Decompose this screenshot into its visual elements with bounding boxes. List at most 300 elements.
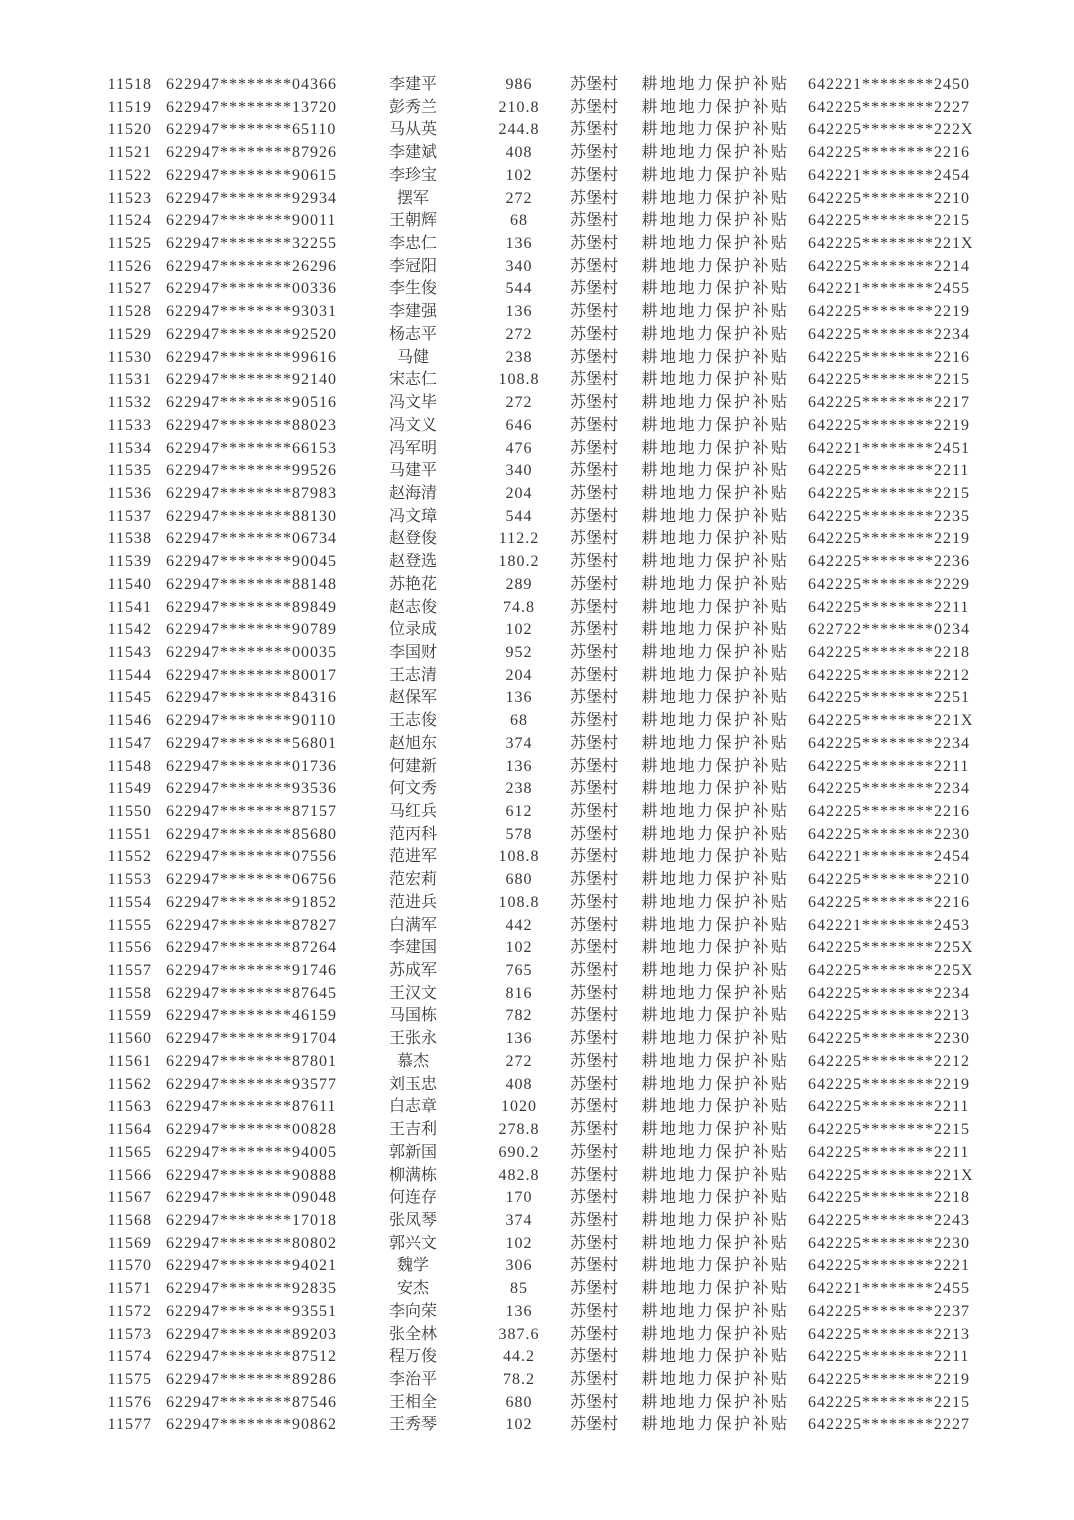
subsidy-type: 耕地地力保护补贴	[641, 1325, 790, 1343]
subsidy-amount: 476	[505, 439, 533, 457]
masked-id-number: 622947********87157	[166, 803, 337, 820]
subsidy-type: 耕地地力保护补贴	[641, 1234, 790, 1252]
subsidy-type: 耕地地力保护补贴	[641, 189, 790, 207]
subsidy-amount: 272	[505, 189, 533, 207]
row-number: 11552	[107, 848, 152, 866]
subsidy-type: 耕地地力保护补贴	[641, 280, 790, 298]
subsidy-amount: 102	[505, 939, 533, 957]
masked-id-number: 622947********90862	[166, 1416, 337, 1434]
person-name: 马国栋	[388, 1007, 437, 1025]
masked-id-number: 622947********84316	[166, 689, 337, 707]
row-number: 11539	[107, 553, 152, 571]
subsidy-type: 耕地地力保护补贴	[641, 1370, 790, 1388]
masked-account-number: 642225********221X	[808, 1166, 974, 1184]
subsidy-type: 耕地地力保护补贴	[641, 98, 790, 116]
table-row	[104, 438, 974, 461]
subsidy-type: 耕地地力保护补贴	[641, 553, 790, 571]
village-name: 苏堡村	[569, 871, 618, 889]
table-row	[104, 1278, 974, 1301]
masked-account-number: 622722********0234	[808, 621, 970, 639]
subsidy-type: 耕地地力保护补贴	[641, 1121, 790, 1139]
person-name: 李忠仁	[388, 235, 437, 253]
subsidy-type: 耕地地力保护补贴	[641, 416, 790, 434]
subsidy-amount: 210.8	[498, 98, 540, 116]
subsidy-amount: 306	[505, 1257, 533, 1275]
table-row	[104, 869, 974, 892]
subsidy-amount: 108.8	[498, 893, 540, 911]
masked-account-number: 642225********2230	[808, 825, 970, 843]
masked-id-number: 622947********93536	[166, 780, 337, 798]
subsidy-amount: 544	[505, 280, 533, 298]
table-row	[104, 1369, 974, 1392]
village-name: 苏堡村	[569, 121, 618, 139]
masked-id-number: 622947********32255	[166, 235, 337, 253]
person-name: 冯军明	[388, 439, 437, 457]
village-name: 苏堡村	[569, 144, 618, 162]
masked-account-number: 642221********2450	[808, 76, 970, 93]
person-name: 何建新	[388, 757, 437, 775]
masked-id-number: 622947********89203	[166, 1325, 337, 1343]
village-name: 苏堡村	[569, 348, 618, 366]
masked-account-number: 642225********2216	[808, 893, 970, 911]
masked-id-number: 622947********91852	[166, 893, 337, 911]
person-name: 郭兴文	[388, 1234, 437, 1252]
subsidy-amount: 204	[505, 666, 533, 684]
subsidy-type: 耕地地力保护补贴	[641, 939, 790, 957]
subsidy-amount: 136	[505, 1302, 533, 1320]
masked-id-number: 622947********85680	[166, 825, 337, 843]
table-row	[104, 665, 974, 688]
subsidy-amount: 204	[505, 484, 533, 502]
row-number: 11527	[107, 280, 152, 298]
person-name: 马从英	[388, 121, 437, 139]
masked-id-number: 622947********90516	[166, 394, 337, 412]
masked-id-number: 622947********90045	[166, 553, 337, 571]
subsidy-type: 耕地地力保护补贴	[641, 1211, 790, 1229]
person-name: 冯文璋	[388, 507, 437, 525]
row-number: 11575	[107, 1370, 152, 1388]
subsidy-amount: 1020	[501, 1098, 537, 1116]
person-name: 何文秀	[388, 780, 437, 798]
subsidy-amount: 408	[505, 144, 533, 162]
person-name: 赵登选	[388, 553, 437, 571]
table-row	[104, 165, 974, 188]
person-name: 马红兵	[388, 803, 437, 820]
subsidy-amount: 44.2	[503, 1348, 535, 1366]
village-name: 苏堡村	[569, 1348, 618, 1366]
subsidy-amount: 646	[505, 416, 533, 434]
person-name: 李国财	[388, 643, 437, 661]
subsidy-amount: 952	[505, 643, 533, 661]
row-number: 11524	[107, 212, 152, 230]
masked-id-number: 622947********87926	[166, 144, 337, 162]
table-row	[104, 687, 974, 710]
row-number: 11525	[107, 235, 152, 253]
masked-account-number: 642225********225X	[808, 939, 974, 957]
subsidy-type: 耕地地力保护补贴	[641, 1348, 790, 1366]
village-name: 苏堡村	[569, 462, 618, 480]
row-number: 11557	[107, 962, 152, 980]
village-name: 苏堡村	[569, 1121, 618, 1139]
masked-id-number: 622947********87512	[166, 1348, 337, 1366]
table-row	[104, 824, 974, 847]
row-number: 11530	[107, 348, 152, 366]
row-number: 11543	[107, 643, 152, 661]
table-row	[104, 119, 974, 142]
person-name: 李向荣	[388, 1302, 437, 1320]
masked-id-number: 622947********06734	[166, 530, 337, 548]
subsidy-amount: 680	[505, 871, 533, 889]
person-name: 魏学	[396, 1257, 429, 1275]
masked-id-number: 622947********92835	[166, 1280, 337, 1298]
person-name: 赵登俊	[388, 530, 437, 548]
village-name: 苏堡村	[569, 1211, 618, 1229]
table-row	[104, 506, 974, 529]
village-name: 苏堡村	[569, 757, 618, 775]
table-row	[104, 1233, 974, 1256]
subsidy-amount: 136	[505, 235, 533, 253]
masked-account-number: 642221********2455	[808, 280, 970, 298]
person-name: 苏艳花	[388, 575, 437, 593]
village-name: 苏堡村	[569, 1052, 618, 1070]
masked-account-number: 642225********2236	[808, 553, 970, 571]
row-number: 11555	[107, 916, 152, 934]
subsidy-type: 耕地地力保护补贴	[641, 1143, 790, 1161]
table-row	[104, 97, 974, 120]
masked-account-number: 642225********2230	[808, 1030, 970, 1048]
table-row	[104, 74, 974, 97]
person-name: 李建平	[388, 76, 437, 93]
subsidy-type: 耕地地力保护补贴	[641, 825, 790, 843]
subsidy-amount: 108.8	[498, 371, 540, 389]
subsidy-type: 耕地地力保护补贴	[641, 507, 790, 525]
masked-account-number: 642225********2211	[808, 1143, 970, 1161]
masked-account-number: 642225********2210	[808, 871, 970, 889]
table-row	[104, 528, 974, 551]
masked-account-number: 642225********221X	[808, 712, 974, 730]
village-name: 苏堡村	[569, 394, 618, 412]
table-row	[104, 233, 974, 256]
masked-id-number: 622947********56801	[166, 734, 337, 752]
table-row	[104, 597, 974, 620]
masked-id-number: 622947********93031	[166, 303, 337, 321]
village-name: 苏堡村	[569, 1257, 618, 1275]
masked-id-number: 622947********88130	[166, 507, 337, 525]
masked-account-number: 642225********2212	[808, 1052, 970, 1070]
subsidy-amount: 68	[510, 212, 528, 230]
village-name: 苏堡村	[569, 1234, 618, 1252]
subsidy-type: 耕地地力保护补贴	[641, 803, 790, 820]
masked-account-number: 642225********225X	[808, 962, 974, 980]
masked-account-number: 642225********2229	[808, 575, 970, 593]
subsidy-type: 耕地地力保护补贴	[641, 462, 790, 480]
subsidy-amount: 544	[505, 507, 533, 525]
table-row	[104, 324, 974, 347]
row-number: 11534	[107, 439, 152, 457]
table-row	[104, 710, 974, 733]
subsidy-type: 耕地地力保护补贴	[641, 257, 790, 275]
masked-id-number: 622947********00336	[166, 280, 337, 298]
subsidy-amount: 136	[505, 757, 533, 775]
masked-account-number: 642225********2211	[808, 757, 970, 775]
masked-id-number: 622947********87983	[166, 484, 337, 502]
village-name: 苏堡村	[569, 1166, 618, 1184]
subsidy-type: 耕地地力保护补贴	[641, 734, 790, 752]
village-name: 苏堡村	[569, 780, 618, 798]
subsidy-type: 耕地地力保护补贴	[641, 1098, 790, 1116]
row-number: 11576	[107, 1393, 152, 1411]
person-name: 柳满栋	[388, 1166, 437, 1184]
masked-id-number: 622947********90789	[166, 621, 337, 639]
masked-id-number: 622947********26296	[166, 257, 337, 275]
village-name: 苏堡村	[569, 280, 618, 298]
row-number: 11538	[107, 530, 152, 548]
village-name: 苏堡村	[569, 575, 618, 593]
table-row	[104, 256, 974, 279]
row-number: 11523	[107, 189, 152, 207]
table-row	[104, 415, 974, 438]
table-row	[104, 1414, 974, 1437]
row-number: 11561	[107, 1052, 152, 1070]
subsidy-amount: 238	[505, 780, 533, 798]
subsidy-type: 耕地地力保护补贴	[641, 1075, 790, 1093]
table-row	[104, 1051, 974, 1074]
table-row	[104, 1119, 974, 1142]
village-name: 苏堡村	[569, 803, 618, 820]
masked-account-number: 642221********2455	[808, 1280, 970, 1298]
person-name: 李生俊	[388, 280, 437, 298]
masked-account-number: 642225********2219	[808, 1370, 970, 1388]
masked-account-number: 642225********2218	[808, 1189, 970, 1207]
subsidy-payment-table	[104, 74, 974, 1437]
subsidy-amount: 108.8	[498, 848, 540, 866]
village-name: 苏堡村	[569, 98, 618, 116]
subsidy-amount: 136	[505, 689, 533, 707]
masked-id-number: 622947********94021	[166, 1257, 337, 1275]
row-number: 11569	[107, 1234, 152, 1252]
subsidy-type: 耕地地力保护补贴	[641, 916, 790, 934]
subsidy-type: 耕地地力保护补贴	[641, 76, 790, 93]
subsidy-amount: 816	[505, 984, 533, 1002]
masked-account-number: 642225********2214	[808, 257, 970, 275]
village-name: 苏堡村	[569, 893, 618, 911]
subsidy-type: 耕地地力保护补贴	[641, 757, 790, 775]
subsidy-type: 耕地地力保护补贴	[641, 712, 790, 730]
person-name: 慕杰	[396, 1052, 429, 1070]
village-name: 苏堡村	[569, 1370, 618, 1388]
village-name: 苏堡村	[569, 712, 618, 730]
subsidy-type: 耕地地力保护补贴	[641, 893, 790, 911]
village-name: 苏堡村	[569, 1393, 618, 1411]
village-name: 苏堡村	[569, 484, 618, 502]
masked-account-number: 642225********2219	[808, 416, 970, 434]
subsidy-amount: 238	[505, 348, 533, 366]
table-row	[104, 960, 974, 983]
table-row	[104, 983, 974, 1006]
row-number: 11519	[107, 98, 152, 116]
row-number: 11547	[107, 734, 152, 752]
person-name: 马建平	[388, 462, 437, 480]
table-row	[104, 188, 974, 211]
row-number: 11553	[107, 871, 152, 889]
person-name: 范进兵	[388, 893, 437, 911]
row-number: 11572	[107, 1302, 152, 1320]
table-row	[104, 892, 974, 915]
subsidy-type: 耕地地力保护补贴	[641, 394, 790, 412]
person-name: 李建强	[388, 303, 437, 321]
table-row	[104, 1324, 974, 1347]
row-number: 11551	[107, 825, 152, 843]
subsidy-amount: 374	[505, 734, 533, 752]
village-name: 苏堡村	[569, 530, 618, 548]
row-number: 11548	[107, 757, 152, 775]
masked-account-number: 642225********2210	[808, 189, 970, 207]
subsidy-type: 耕地地力保护补贴	[641, 1189, 790, 1207]
masked-account-number: 642225********221X	[808, 235, 974, 253]
row-number: 11521	[107, 144, 152, 162]
person-name: 范宏莉	[388, 871, 437, 889]
subsidy-type: 耕地地力保护补贴	[641, 984, 790, 1002]
table-row	[104, 460, 974, 483]
village-name: 苏堡村	[569, 643, 618, 661]
subsidy-amount: 289	[505, 575, 533, 593]
subsidy-type: 耕地地力保护补贴	[641, 621, 790, 639]
subsidy-amount: 986	[505, 76, 533, 93]
subsidy-amount: 68	[510, 712, 528, 730]
row-number: 11558	[107, 984, 152, 1002]
masked-account-number: 642221********2454	[808, 166, 970, 184]
village-name: 苏堡村	[569, 689, 618, 707]
village-name: 苏堡村	[569, 416, 618, 434]
row-number: 11573	[107, 1325, 152, 1343]
masked-id-number: 622947********87801	[166, 1052, 337, 1070]
village-name: 苏堡村	[569, 303, 618, 321]
table-row	[104, 1096, 974, 1119]
row-number: 11564	[107, 1121, 152, 1139]
subsidy-amount: 612	[505, 803, 533, 820]
masked-id-number: 622947********90110	[166, 712, 337, 730]
masked-id-number: 622947********89286	[166, 1370, 337, 1388]
table-row	[104, 142, 974, 165]
subsidy-amount: 85	[510, 1280, 528, 1298]
person-name: 冯文义	[388, 416, 437, 434]
subsidy-type: 耕地地力保护补贴	[641, 166, 790, 184]
subsidy-type: 耕地地力保护补贴	[641, 530, 790, 548]
table-row	[104, 574, 974, 597]
masked-account-number: 642225********2212	[808, 666, 970, 684]
row-number: 11565	[107, 1143, 152, 1161]
masked-account-number: 642225********2215	[808, 1393, 970, 1411]
table-row	[104, 392, 974, 415]
village-name: 苏堡村	[569, 598, 618, 616]
table-row	[104, 369, 974, 392]
masked-id-number: 622947********65110	[166, 121, 337, 139]
masked-account-number: 642225********2216	[808, 144, 970, 162]
person-name: 王张永	[388, 1030, 437, 1048]
row-number: 11571	[107, 1280, 152, 1298]
subsidy-type: 耕地地力保护补贴	[641, 848, 790, 866]
row-number: 11559	[107, 1007, 152, 1025]
row-number: 11567	[107, 1189, 152, 1207]
masked-account-number: 642225********2237	[808, 1302, 970, 1320]
subsidy-amount: 102	[505, 166, 533, 184]
subsidy-amount: 170	[505, 1189, 533, 1207]
village-name: 苏堡村	[569, 939, 618, 957]
row-number: 11562	[107, 1075, 152, 1093]
row-number: 11526	[107, 257, 152, 275]
masked-id-number: 622947********87546	[166, 1393, 337, 1411]
village-name: 苏堡村	[569, 1075, 618, 1093]
person-name: 刘玉忠	[388, 1075, 437, 1093]
masked-id-number: 622947********87827	[166, 916, 337, 934]
masked-id-number: 622947********00035	[166, 643, 337, 661]
masked-account-number: 642225********2230	[808, 1234, 970, 1252]
subsidy-type: 耕地地力保护补贴	[641, 235, 790, 253]
masked-id-number: 622947********00828	[166, 1121, 337, 1139]
person-name: 王汉文	[388, 984, 437, 1002]
masked-account-number: 642225********2211	[808, 462, 970, 480]
masked-account-number: 642225********2234	[808, 780, 970, 798]
person-name: 王相全	[388, 1393, 437, 1411]
masked-id-number: 622947********01736	[166, 757, 337, 775]
person-name: 王志清	[388, 666, 437, 684]
person-name: 范丙科	[388, 825, 437, 843]
table-row	[104, 915, 974, 938]
masked-account-number: 642225********2217	[808, 394, 970, 412]
person-name: 程万俊	[388, 1348, 437, 1366]
masked-id-number: 622947********90011	[166, 212, 337, 230]
person-name: 赵旭东	[388, 734, 437, 752]
subsidy-type: 耕地地力保护补贴	[641, 144, 790, 162]
masked-id-number: 622947********90888	[166, 1166, 337, 1184]
village-name: 苏堡村	[569, 916, 618, 934]
village-name: 苏堡村	[569, 1098, 618, 1116]
subsidy-amount: 680	[505, 1393, 533, 1411]
village-name: 苏堡村	[569, 734, 618, 752]
village-name: 苏堡村	[569, 1007, 618, 1025]
subsidy-type: 耕地地力保护补贴	[641, 1416, 790, 1434]
masked-account-number: 642225********2234	[808, 984, 970, 1002]
masked-account-number: 642225********2215	[808, 371, 970, 389]
table-row	[104, 1255, 974, 1278]
masked-id-number: 622947********17018	[166, 1211, 337, 1229]
masked-id-number: 622947********91746	[166, 962, 337, 980]
masked-id-number: 622947********06756	[166, 871, 337, 889]
table-row	[104, 937, 974, 960]
table-row	[104, 1165, 974, 1188]
person-name: 摆军	[396, 189, 429, 207]
subsidy-amount: 374	[505, 1211, 533, 1229]
subsidy-amount: 136	[505, 1030, 533, 1048]
village-name: 苏堡村	[569, 984, 618, 1002]
table-row	[104, 483, 974, 506]
table-row	[104, 210, 974, 233]
masked-account-number: 642225********2213	[808, 1325, 970, 1343]
row-number: 11529	[107, 325, 152, 343]
village-name: 苏堡村	[569, 962, 618, 980]
person-name: 张全林	[388, 1325, 437, 1343]
person-name: 李冠阳	[388, 257, 437, 275]
subsidy-amount: 272	[505, 325, 533, 343]
row-number: 11520	[107, 121, 152, 139]
village-name: 苏堡村	[569, 439, 618, 457]
subsidy-type: 耕地地力保护补贴	[641, 325, 790, 343]
masked-id-number: 622947********93577	[166, 1075, 337, 1093]
person-name: 王吉利	[388, 1121, 437, 1139]
subsidy-type: 耕地地力保护补贴	[641, 689, 790, 707]
subsidy-type: 耕地地力保护补贴	[641, 1302, 790, 1320]
subsidy-amount: 278.8	[498, 1121, 540, 1139]
